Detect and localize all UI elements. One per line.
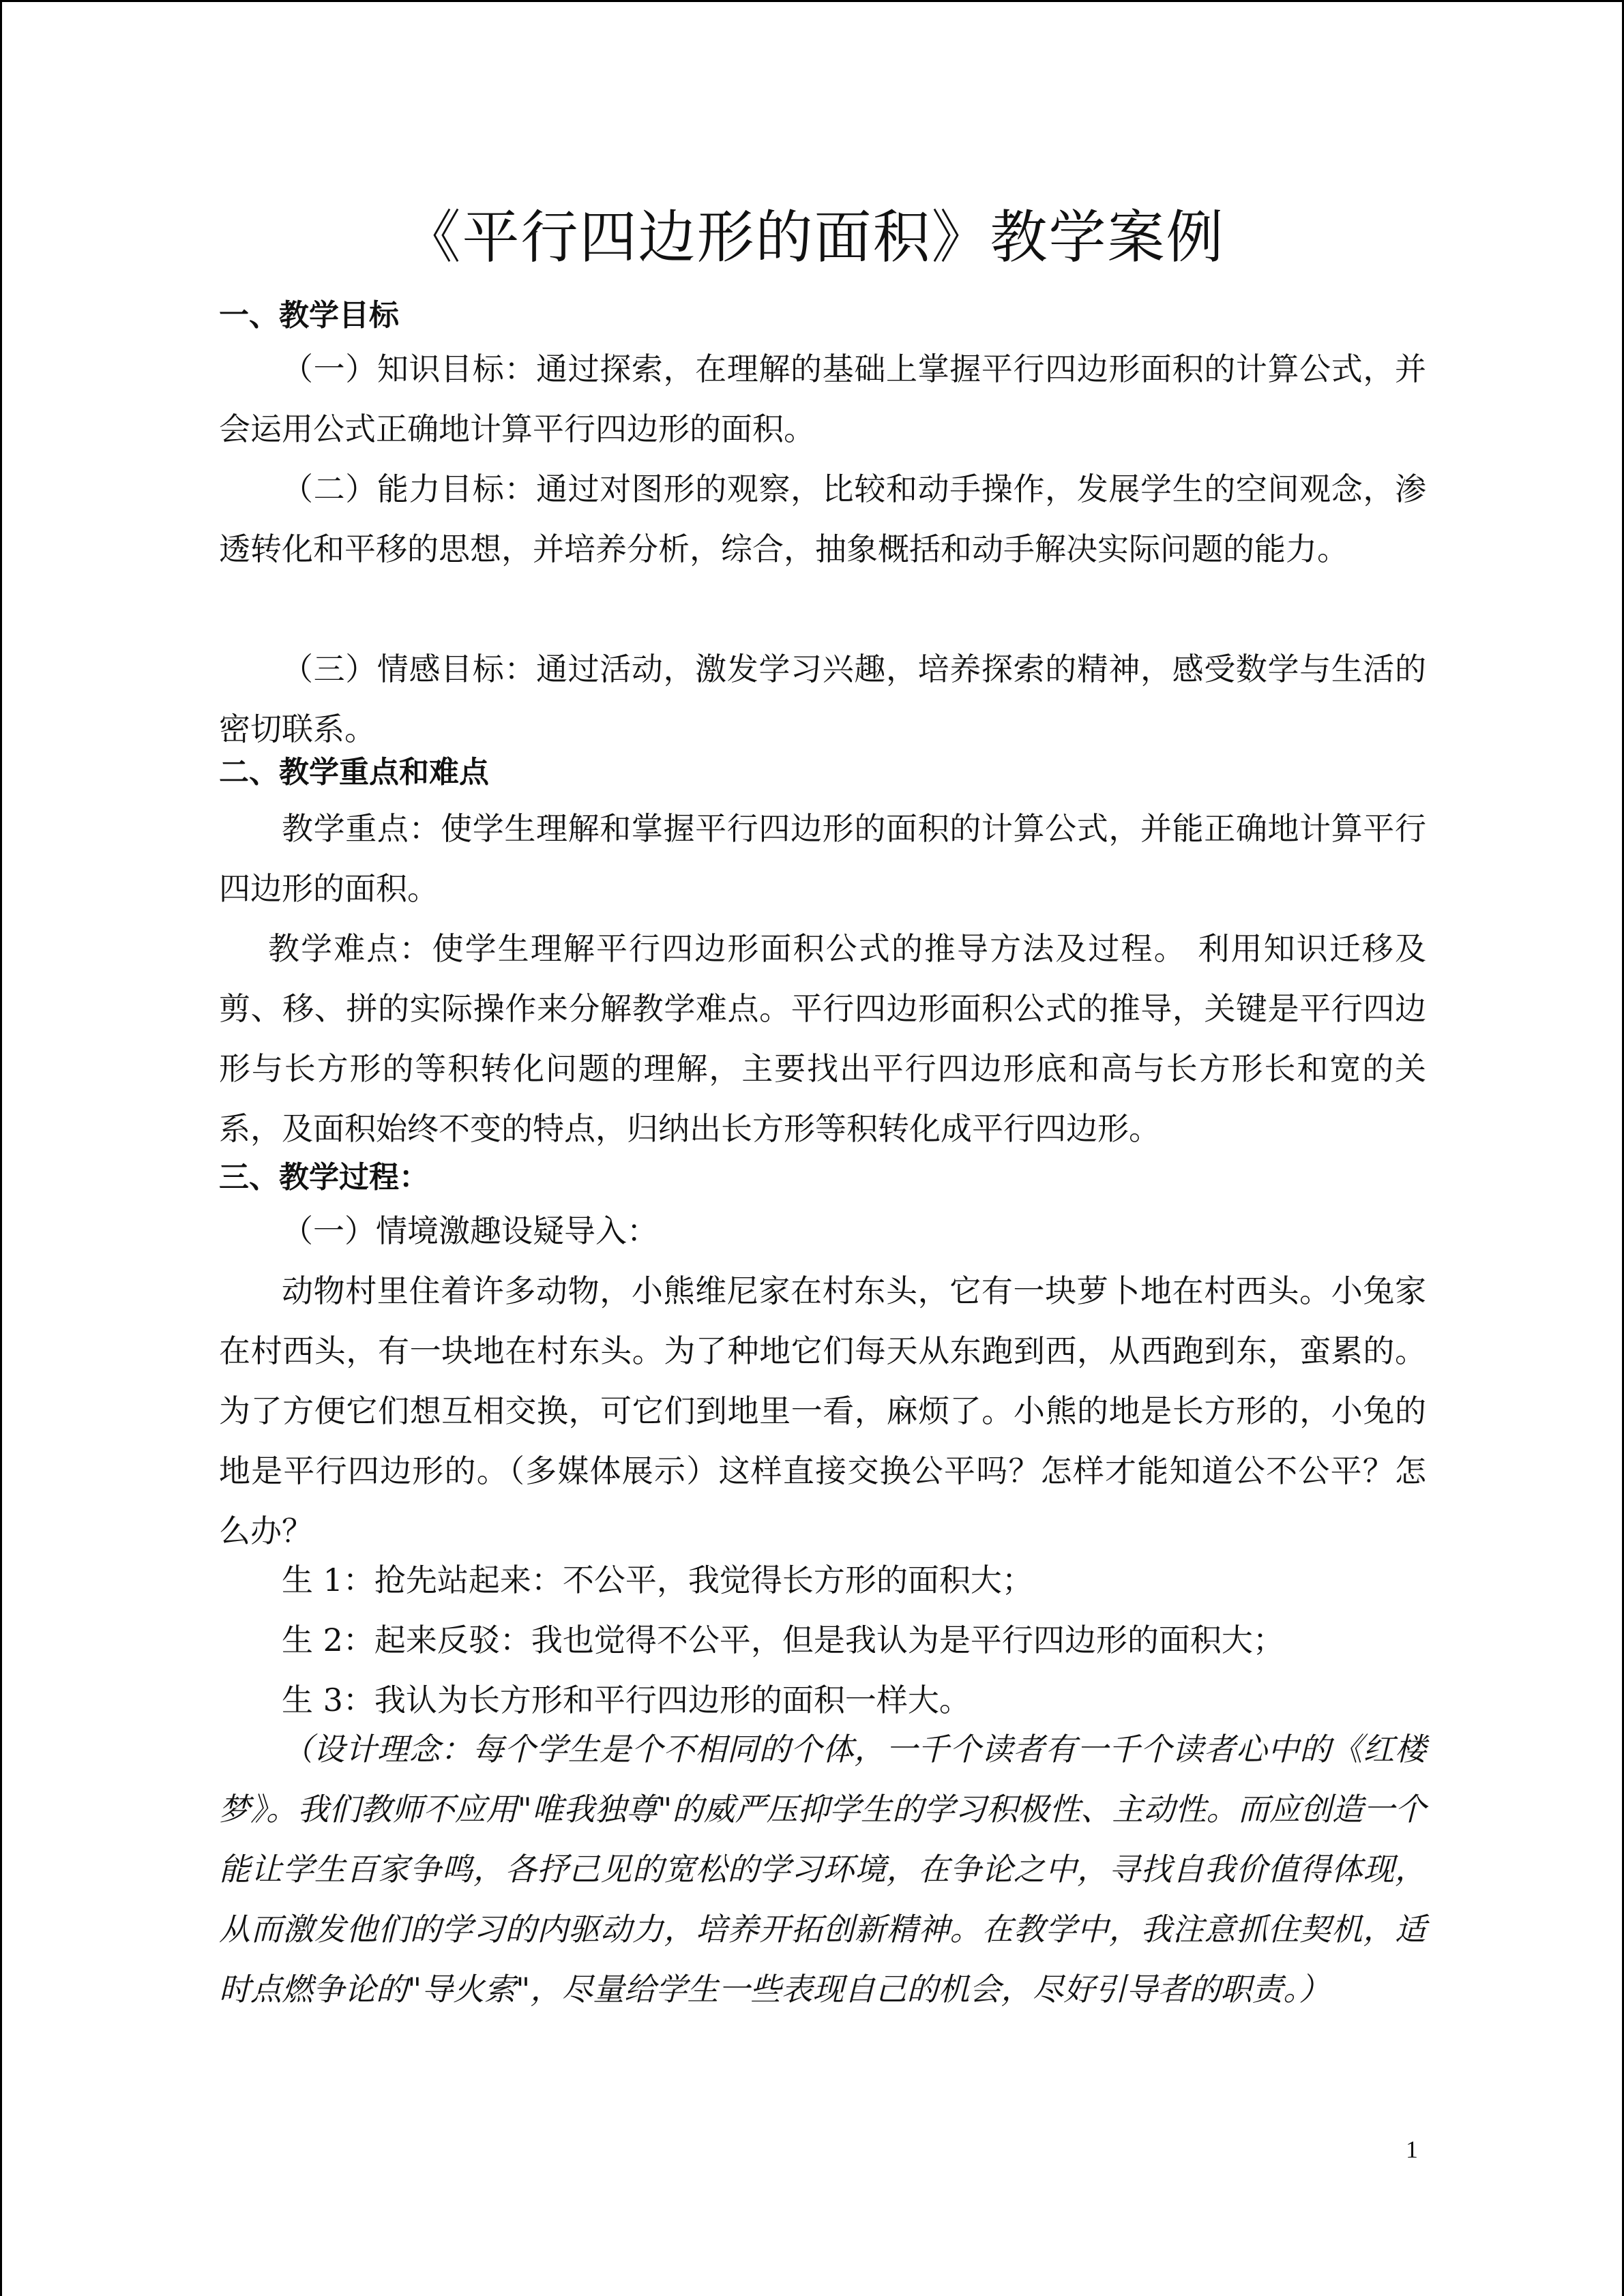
paragraph-story: 动物村里住着许多动物，小熊维尼家在村东头，它有一块萝卜地在村西头。小兔家在村西头，有一块地在村东头。为了种地它们每天从东跑到西，从西跑到东，蛮累的。为了方便它们想互相交换，可它们到地里一看，麻烦了。小熊的地是长方形的，小兔的地是平行四边形的。（多媒体展示）这样直接交换公平吗？怎样才能知道公不公平？怎么办？ [219,1272,1426,1549]
paragraph-difficult-point: 教学难点：使学生理解平行四边形面积公式的推导方法及过程。 利用知识迁移及剪、移、拼的实际操作来分解教学难点。平行四边形面积公式的推导，关键是平行四边形与长方形的等积转化问题的理解，主要找出平行四边形底和高与长方形长和宽的关系，及面积始终不变的特点，归纳出长方形等积转化成平行四边形。 [219,930,1426,1147]
paragraph-knowledge-objective: （一）知识目标：通过探索，在理解的基础上掌握平行四边形面积的计算公式，并会运用公式正确地计算平行四边形的面积。 [219,351,1426,447]
page-number: 1 [1406,2136,1418,2163]
student-response-1: 生 1：抢先站起来：不公平，我觉得长方形的面积大； [282,1562,1033,1598]
subheading-scenario-intro: （一）情境激趣设疑导入： [282,1212,658,1249]
section-heading-process: 三、教学过程： [219,1160,429,1195]
section-heading-key-points: 二、教学重点和难点 [219,755,489,790]
paragraph-design-rationale: （设计理念：每个学生是个不相同的个体，一千个读者有一千个读者心中的《红楼梦》。我们教师不应用"唯我独尊"的威严压抑学生的学习积极性、主动性。而应创造一个能让学生百家争鸣，各抒己见的宽松的学习环境，在争论之中，寻找自我价值得体现，从而激发他们的学习的内驱动力，培养开拓创新精神。在教学中，我注意抓住契机，适时点燃争论的"导火索"，尽量给学生一些表现自己的机会，尽好引导者的职责。） [219,1731,1426,2008]
student-response-2: 生 2：起来反驳：我也觉得不公平，但是我认为是平行四边形的面积大； [282,1622,1284,1658]
paragraph-emotion-objective: （三）情感目标：通过活动，激发学习兴趣，培养探索的精神，感受数学与生活的密切联系。 [219,651,1426,747]
paragraph-ability-objective: （二）能力目标：通过对图形的观察，比较和动手操作，发展学生的空间观念，渗透转化和平移的思想，并培养分析，综合，抽象概括和动手解决实际问题的能力。 [219,471,1426,567]
section-heading-objectives: 一、教学目标 [219,298,399,333]
page-title: 《平行四边形的面积》教学案例 [403,204,1225,271]
paragraph-key-point: 教学重点：使学生理解和掌握平行四边形的面积的计算公式，并能正确地计算平行四边形的面积。 [219,810,1426,907]
student-response-3: 生 3：我认为长方形和平行四边形的面积一样大。 [282,1682,971,1718]
